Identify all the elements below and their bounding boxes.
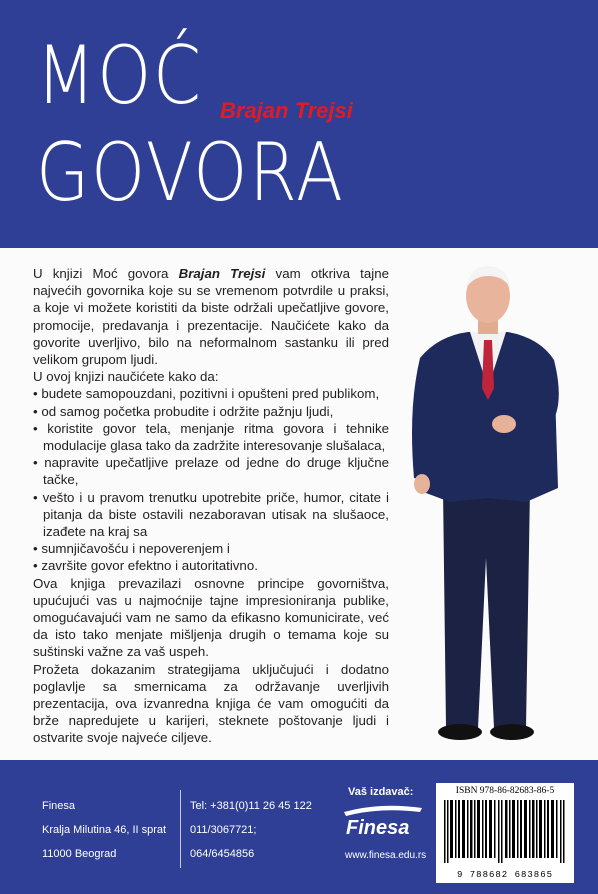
publisher-street: Kralja Milutina 46, II sprat: [42, 824, 167, 836]
list-item: • budete samopouzdani, pozitivni i opušteni pred publikom,: [33, 386, 380, 402]
publisher-phone2: 011/3067721;: [190, 824, 257, 836]
book-description: [33, 265, 389, 747]
paragraph-2: Ova knjiga prevazilazi osnovne principe govorništva, upućujući vas u najmoćnije tajne impresioniranja publike, omogućavajući vam ne samo da efikasno komunicirate, već da isto tako menjate mišljenja drugih o temama koje su suštinski važne za vaš uspeh.: [33, 575, 389, 660]
publisher-banner: [0, 760, 598, 894]
list-item: • vešto i u pravom trenutku upotrebite priče, humor, citate i pitanja da biste ostavili nezaboravan utisak na slušaoce, izađete na kraj sa: [33, 489, 389, 540]
list-item: • koristite govor tela, menjanje ritma govora i tehnike modulacije glasa tako da zadržite interesovanje slušalaca,: [33, 420, 389, 454]
publisher-phone3: 064/6454856: [190, 848, 255, 860]
list-item: • od samog početka probudite i održite pažnju ljudi,: [33, 403, 334, 419]
publisher-contact: [190, 794, 312, 866]
intro-paragraph: [33, 265, 389, 368]
logo-text: Finesa: [346, 817, 410, 839]
divider: [180, 790, 181, 868]
barcode-icon: [444, 800, 566, 863]
intro-prefix: U knjizi Moć govora: [33, 266, 179, 281]
barcode-number: 9 788682 683865: [456, 870, 553, 880]
publisher-city: 11000 Beograd: [42, 848, 117, 860]
intro-author: Brajan Trejsi: [178, 266, 266, 281]
publisher-website[interactable]: www.finesa.edu.rs: [345, 850, 427, 861]
book-title-line2: GOVORA: [36, 126, 345, 219]
intro-suffix: vam otkriva tajne najvećih govornika koje su se vremenom potvrdile u praksi, a koje vi možete koristiti da biste održali upečatljive govore, promocije, predavanja i prezentacije. Naučićete kako da govorite uverljivo, bilo na neformalnom sastanku ili pred velikom grupom ljudi.: [33, 266, 389, 368]
list-item: • napravite upečatljive prelaze od jedne do druge ključne tačke,: [33, 455, 389, 488]
publisher-tel: Tel: +381(0)11 26 45 122: [190, 800, 312, 812]
author-photo: [408, 258, 568, 748]
publisher-name: Finesa: [42, 800, 76, 812]
barcode-box: [436, 783, 574, 883]
title-banner: [0, 0, 598, 248]
publisher-address: [42, 794, 166, 866]
isbn-label: ISBN 978-86-82683-86-5: [455, 786, 555, 796]
list-intro: U ovoj knjizi naučićete kako da:: [33, 369, 219, 385]
author-name: Brajan Trejsi: [220, 98, 353, 123]
list-item: • sumnjičavošću i nepoverenjem i: [33, 541, 230, 557]
book-title-line1: MOĆ: [36, 29, 203, 122]
list-item: • završite govor efektno i autoritativno.: [33, 558, 258, 574]
publisher-label: Vaš izdavač:: [348, 786, 414, 798]
paragraph-3: Prožeta dokazanim strategijama uključujući i dodatno poglavlje sa smernicama za održavanje uverljivih prezentacija, ova izvanredna knjiga će vam omogućiti da brže napredujete u karijeri, steknete poštovanje ljudi i ostvarite svoje najveće ciljeve.: [33, 661, 389, 746]
finesa-logo: [340, 802, 426, 842]
